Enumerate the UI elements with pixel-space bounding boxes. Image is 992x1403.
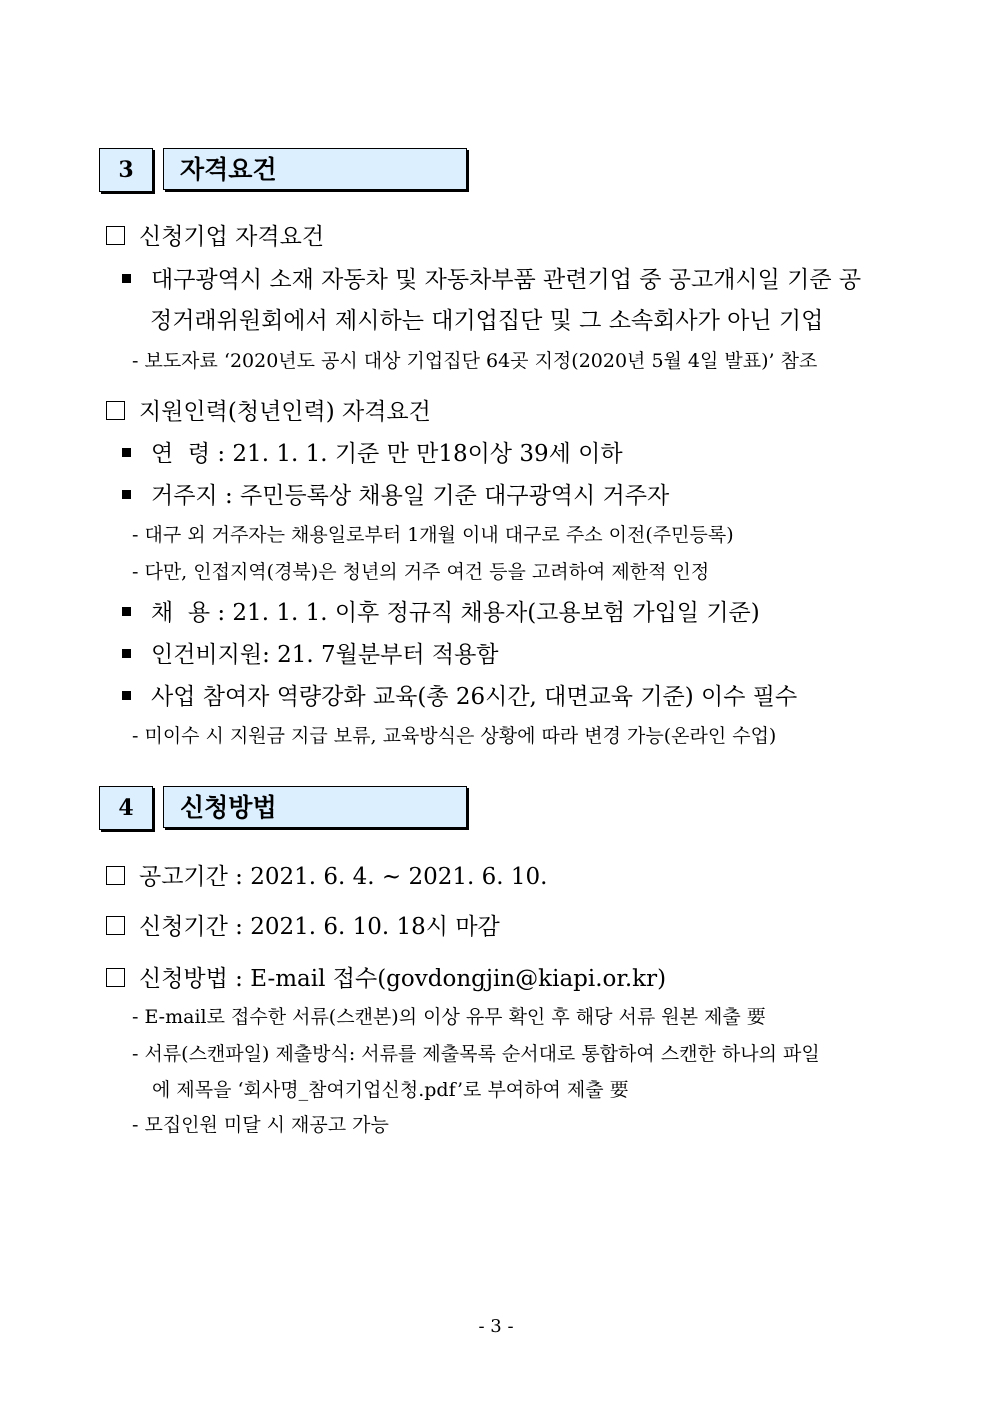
heading-checkbox-item: 신청방법 : E-mail 접수(govdongjin@kiapi.or.kr): [106, 960, 666, 993]
square-bullet-icon: [122, 490, 131, 499]
dash-item: - 다만, 인접지역(경북)은 청년의 거주 여건 등을 고려하여 제한적 인정: [132, 561, 710, 583]
bullet-item: 연 령 : 21. 1. 1. 기준 만 만18이상 39세 이하: [122, 435, 623, 468]
dash-item: - 보도자료 ‘2020년도 공시 대상 기업집단 64곳 지정(2020년 5월 4일 발표)’ 참조: [132, 350, 818, 372]
heading-checkbox-item: 신청기간 : 2021. 6. 10. 18시 마감: [106, 908, 500, 941]
checkbox-icon: [106, 968, 125, 987]
square-bullet-icon: [122, 274, 131, 283]
dash-continuation: 에 제목을 ‘회사명_참여기업신청.pdf’로 부여하여 제출 要: [152, 1079, 629, 1101]
section-number: 3: [99, 148, 153, 192]
section-title: 신청방법: [163, 786, 467, 828]
bullet-item: 채 용 : 21. 1. 1. 이후 정규직 채용자(고용보험 가입일 기준): [122, 594, 760, 627]
square-bullet-icon: [122, 607, 131, 616]
section-title: 자격요건: [163, 148, 467, 190]
heading-checkbox-item: 공고기간 : 2021. 6. 4. ~ 2021. 6. 10.: [106, 858, 547, 891]
bullet-continuation: 정거래위원회에서 제시하는 대기업집단 및 그 소속회사가 아닌 기업: [150, 308, 824, 334]
checkbox-icon: [106, 401, 125, 420]
section-number: 4: [99, 786, 153, 830]
checkbox-icon: [106, 866, 125, 885]
square-bullet-icon: [122, 649, 131, 658]
dash-item: - 서류(스캔파일) 제출방식: 서류를 제출목록 순서대로 통합하여 스캔한 하나의 파일: [132, 1043, 820, 1065]
bullet-item: 거주지 : 주민등록상 채용일 기준 대구광역시 거주자: [122, 477, 669, 510]
checkbox-icon: [106, 226, 125, 245]
dash-item: - 미이수 시 지원금 지급 보류, 교육방식은 상황에 따라 변경 가능(온라인 수업): [132, 725, 777, 747]
checkbox-icon: [106, 916, 125, 935]
bullet-item: 인건비지원: 21. 7월분부터 적용함: [122, 636, 499, 669]
bullet-item: 사업 참여자 역량강화 교육(총 26시간, 대면교육 기준) 이수 필수: [122, 678, 797, 711]
heading-checkbox-item: 신청기업 자격요건: [106, 218, 324, 251]
heading-checkbox-item: 지원인력(청년인력) 자격요건: [106, 393, 431, 426]
square-bullet-icon: [122, 691, 131, 700]
square-bullet-icon: [122, 448, 131, 457]
page-number: - 3 -: [478, 1316, 514, 1337]
dash-item: - 모집인원 미달 시 재공고 가능: [132, 1114, 389, 1136]
bullet-item: 대구광역시 소재 자동차 및 자동차부품 관련기업 중 공고개시일 기준 공: [122, 261, 861, 294]
dash-item: - E-mail로 접수한 서류(스캔본)의 이상 유무 확인 후 해당 서류 원본 제출 要: [132, 1006, 766, 1028]
dash-item: - 대구 외 거주자는 채용일로부터 1개월 이내 대구로 주소 이전(주민등록): [132, 524, 734, 546]
